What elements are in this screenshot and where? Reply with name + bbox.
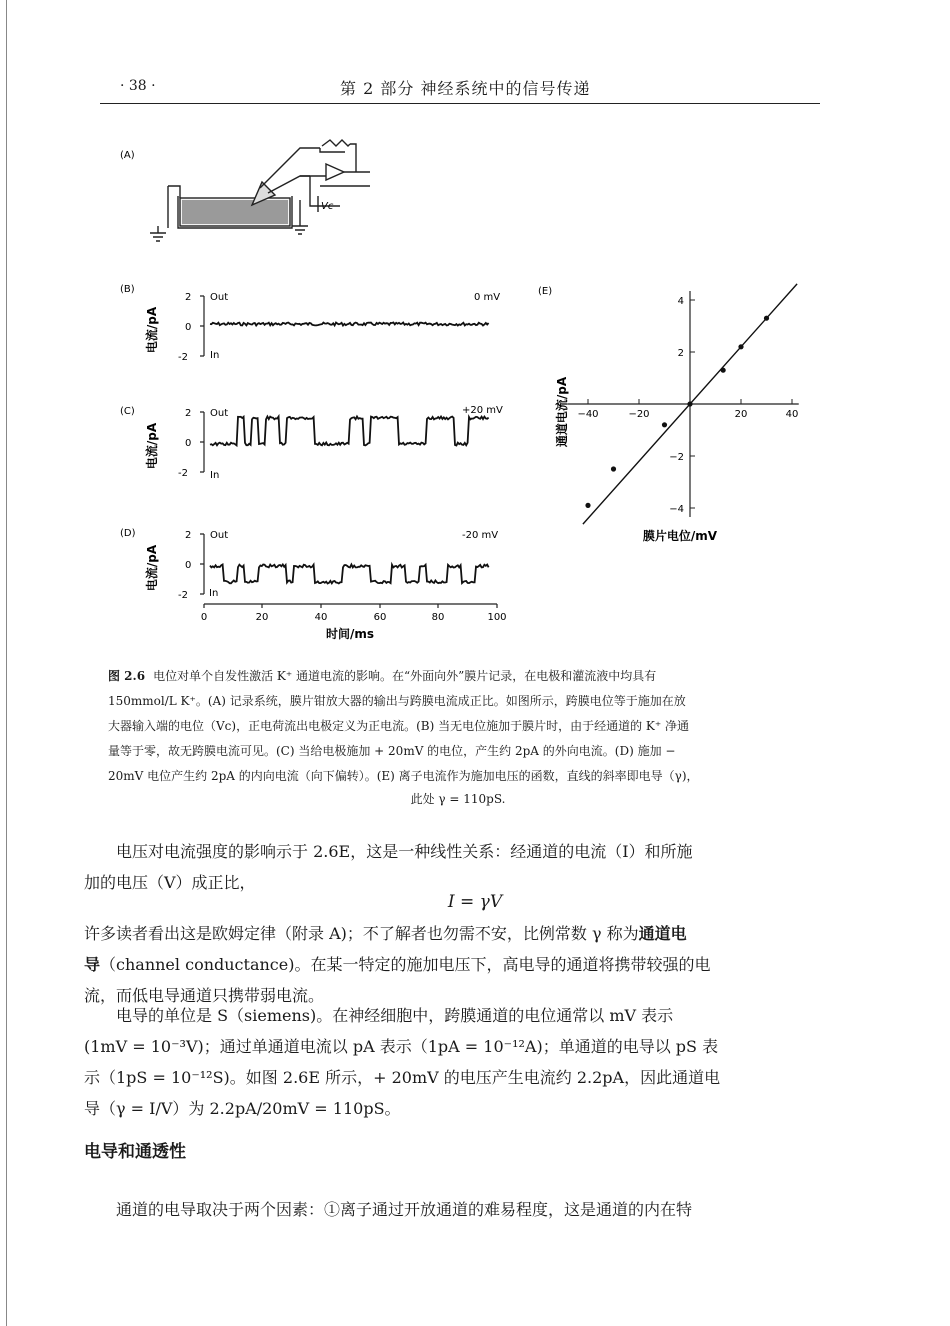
e-data-point — [721, 368, 726, 373]
section-title: 电导和通透性 — [84, 1142, 186, 1162]
e-ylabel: 通道电流/pA — [555, 376, 569, 448]
d-xtick-20: 20 — [255, 612, 269, 623]
d-ylabel: 电流/pA — [145, 544, 159, 592]
b-out-label: Out — [210, 292, 229, 303]
panel-d-current-trace — [210, 565, 489, 584]
para3-line-1: 电导的单位是 S（siemens)。在神经细胞中，跨膜通道的电位通常以 mV 表示 — [116, 1006, 674, 1025]
para1-line-2: 加的电压（V）成正比， — [84, 873, 256, 892]
c-tick-neg2: -2 — [178, 468, 188, 479]
para3-line-3: 示（1pS = 10⁻¹²S)。如图 2.6E 所示，+ 20mV 的电压产生电流约 2.2pA，因此通道电 — [84, 1068, 721, 1087]
figure-2-6 — [0, 0, 950, 650]
b-tick-neg2: -2 — [178, 352, 188, 363]
c-in-label: In — [210, 470, 220, 481]
d-voltage-label: -20 mV — [462, 530, 499, 541]
e-data-point — [611, 466, 616, 471]
caption-line-3: 大器输入端的电位（Vc)，正电荷流出电极定义为正电流。(B) 当无电位施加于膜片时，由于经通道的 K⁺ 净通 — [108, 719, 689, 733]
caption-last-line: 此处 γ = 110pS. — [410, 792, 506, 806]
c-voltage-label: +20 mV — [462, 405, 503, 416]
para2-line-1a: 许多读者看出这是欧姆定律（附录 A)；不了解者也勿需不安，比例常数 γ 称为 — [84, 924, 639, 943]
d-xtick-40: 40 — [314, 612, 328, 623]
e-xtick-label: 20 — [734, 409, 748, 420]
c-out-label: Out — [210, 408, 229, 419]
e-ytick-label: −2 — [669, 452, 684, 463]
panel-e-label: (E) — [538, 286, 553, 297]
e-xtick-label: −40 — [577, 409, 599, 420]
running-title: 第 2 部分 神经系统中的信号传递 — [340, 79, 591, 98]
b-tick-0: 0 — [185, 322, 192, 333]
d-xtick-60: 60 — [373, 612, 387, 623]
para2-line-3: 流，而低电导通道只携带弱电流。 — [84, 986, 325, 1005]
para2-line-2b: （channel conductance)。在某一特定的施加电压下，高电导的通道将携带较强的电 — [100, 955, 711, 974]
caption-line-4: 量等于零，故无跨膜电流可见。(C) 当给电极施加 + 20mV 的电位，产生约 2pA 的外向电流。(D) 施加 − — [108, 744, 676, 758]
d-tick-0: 0 — [185, 560, 192, 571]
panel-c-axis — [200, 412, 204, 472]
e-xtick-label: 40 — [785, 409, 799, 420]
panel-d-label: (D) — [120, 528, 136, 539]
d-xtick-0: 0 — [200, 612, 208, 623]
figure-number: 图 2.6 — [108, 669, 146, 683]
c-tick-2: 2 — [185, 408, 192, 419]
c-ylabel: 电流/pA — [145, 422, 159, 470]
paragraph-4 — [84, 1194, 814, 1225]
e-xlabel: 膜片电位/mV — [642, 529, 718, 543]
d-tick-neg2: -2 — [178, 590, 188, 601]
page-number: · 38 · — [120, 78, 156, 94]
paragraph-3 — [84, 1000, 814, 1124]
paragraph-1 — [84, 836, 814, 898]
term-channel-conductance-b: 导 — [84, 955, 101, 974]
caption-line-5: 20mV 电位产生约 2pA 的内向电流（向下偏转）。(E) 离子电流作为施加电压的函数，直线的斜率即电导（γ)， — [108, 769, 699, 783]
e-data-point — [585, 503, 590, 508]
figure-caption — [108, 664, 808, 789]
vc-label: Vc — [321, 201, 334, 212]
d-xtick-80: 80 — [431, 612, 445, 623]
e-ytick-label: −4 — [669, 504, 684, 515]
e-data-point — [764, 316, 769, 321]
e-ytick-label: 4 — [677, 296, 684, 307]
b-voltage-label: 0 mV — [474, 292, 501, 303]
b-tick-2: 2 — [185, 292, 192, 303]
ohm-formula: I = γV — [447, 892, 503, 912]
term-channel-conductance-a: 通道电 — [638, 924, 687, 943]
recording-setup-diagram — [150, 140, 370, 241]
para3-line-4: 导（γ = I/V）为 2.2pA/20mV = 110pS。 — [84, 1099, 401, 1118]
panel-c-label: (C) — [120, 406, 135, 417]
e-xtick-label: −20 — [628, 409, 650, 420]
d-tick-2: 2 — [185, 530, 192, 541]
caption-line-2: 150mmol/L K⁺。(A) 记录系统，膜片钳放大器的输出与跨膜电流成正比。如图所示，跨膜电位等于施加在放 — [108, 694, 686, 708]
para1-line-1: 电压对电流强度的影响示于 2.6E，这是一种线性关系：经通道的电流（I）和所施 — [116, 842, 693, 861]
panel-b-label: (B) — [120, 284, 135, 295]
e-data-point — [687, 401, 692, 406]
e-data-point — [662, 422, 667, 427]
para4-line-1: 通道的电导取决于两个因素：①离子通过开放通道的难易程度，这是通道的内在特 — [116, 1200, 693, 1219]
b-in-label: In — [210, 350, 220, 361]
d-xtick-100: 100 — [487, 612, 507, 623]
d-out-label: Out — [210, 530, 229, 541]
panel-b-axis — [200, 296, 204, 356]
b-ylabel: 电流/pA — [145, 306, 159, 354]
d-in-label: In — [209, 588, 219, 599]
panel-b-current-trace — [210, 323, 489, 326]
d-xlabel: 时间/ms — [325, 627, 375, 641]
panel-a-label: (A) — [120, 150, 135, 161]
c-tick-0: 0 — [185, 438, 192, 449]
para3-line-2: (1mV = 10⁻³V)；通过单通道电流以 pA 表示（1pA = 10⁻¹²A)；单通道的电导以 pS 表 — [84, 1037, 719, 1056]
e-data-point — [738, 344, 743, 349]
caption-line-1: 电位对单个自发性激活 K⁺ 通道电流的影响。在“外面向外”膜片记录，在电极和灌流液中均具有 — [153, 669, 657, 683]
e-ytick-label: 2 — [677, 348, 684, 359]
paragraph-2 — [84, 918, 814, 1011]
panel-c-current-trace — [210, 417, 489, 446]
iv-chart — [567, 284, 799, 524]
